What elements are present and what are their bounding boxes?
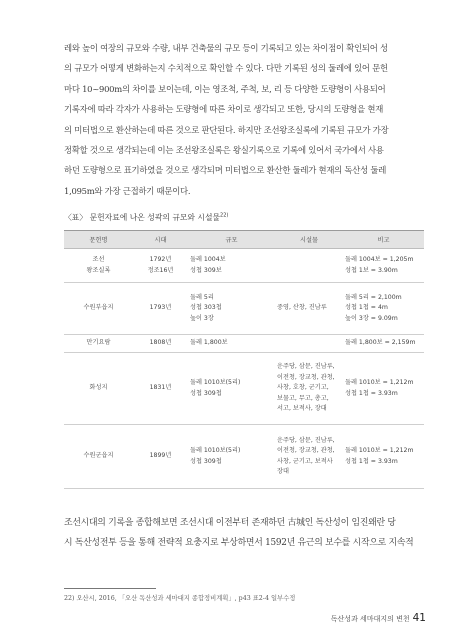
cell-document-name-line: 왕조실록 — [86, 266, 111, 274]
cell-era — [133, 283, 188, 335]
fortress-scale-table — [64, 230, 424, 489]
cell-document-name — [64, 249, 133, 283]
cell-document-name-line: 수원군읍지 — [83, 452, 114, 460]
table-header-row — [64, 231, 424, 249]
paragraph-line: 정확할 것으로 생각되는데 이는 조선왕조실록은 왕실기록으로 기록에 있어서 국가에서 사용 — [64, 145, 384, 156]
paragraph-line: 하던 도량형으로 표기하였을 것으로 생각되며 미터법으로 환산한 둘레가 현재의 독산성 둘레 — [64, 165, 387, 176]
cell-era-line: 1899년 — [149, 452, 172, 460]
table-row — [64, 249, 424, 283]
cell-era-line: 1808년 — [149, 339, 172, 347]
cell-document-name — [64, 425, 133, 489]
cell-note-line: 둘레 1004보 = 1,205m — [345, 256, 414, 263]
cell-scale-line: 높이 3장 — [190, 314, 214, 322]
cell-note-line: 성첩 1보 = 3.90m — [345, 266, 398, 274]
paragraph-line: 레와 높이 여장의 규모와 수량, 내부 건축물의 규모 등이 기록되고 있는 차이점이 확인되어 성 — [64, 43, 388, 53]
cell-scale-line: 둘레 5리 — [190, 293, 214, 301]
cell-scale-line: 둘레 1004보 — [190, 256, 226, 263]
cell-era — [133, 353, 188, 425]
cell-facilities-line: 이전청, 장교청, 관청, — [277, 447, 335, 454]
cell-note-line: 성첩 1첩 = 4m — [345, 304, 388, 312]
cell-note-line: 성첩 1첩 = 3.93m — [345, 457, 398, 465]
cell-note — [343, 425, 424, 489]
cell-facilities — [275, 249, 343, 283]
cell-note-line: 둘레 1010보 = 1,212m — [345, 447, 414, 454]
footnote: 22) 오산시, 2016, 「오산 독산성과 세마대지 종합정비계획」, p43 표2-4 일부수정 — [64, 595, 296, 602]
footnote-reference: 22) — [220, 212, 229, 219]
cell-scale-line: 둘레 1010보(5리) — [190, 447, 241, 454]
cell-era — [133, 425, 188, 489]
cell-scale — [188, 335, 275, 353]
cell-note-line: 둘레 1010보 = 1,212m — [345, 379, 414, 386]
paragraph-line: 기록자에 따라 각자가 사용하는 도량형에 따른 차이로 생각되고 또한, 당시의 도량형을 현재 — [64, 104, 384, 115]
cell-facilities-line: 서고, 보적사, 장대 — [277, 405, 327, 413]
body-paragraph-2 — [64, 513, 424, 554]
cell-document-name-line: 조선 — [92, 256, 105, 263]
cell-document-name-line: 수원부읍지 — [83, 304, 114, 312]
page-footer — [331, 612, 426, 624]
page-number: 41 — [412, 612, 426, 624]
table-row — [64, 353, 424, 425]
cell-facilities — [275, 353, 343, 425]
table-row — [64, 425, 424, 489]
paragraph-line: 시 독산성전투 등을 통해 전략적 요충지로 부상하면서 1592년 유근의 보수를 시작으로 지속적 — [64, 538, 414, 549]
cell-facilities-line: 보물고, 무고, 총고, — [277, 394, 329, 402]
cell-document-name — [64, 283, 133, 335]
cell-note-line: 성첩 1첩 = 3.93m — [345, 389, 398, 397]
header-era: 시대 — [133, 231, 188, 249]
table-row — [64, 283, 424, 335]
paragraph-line: 조선시대의 기록을 종합해보면 조선시대 이전부터 존재하던 古城인 독산성이 임진왜란 당 — [64, 518, 396, 528]
table-caption-text: 〈표〉 문헌자료에 나온 성곽의 규모와 시설물 — [64, 213, 221, 222]
cell-document-name — [64, 353, 133, 425]
table-caption — [64, 212, 228, 223]
cell-era-line: 1831년 — [149, 384, 172, 392]
cell-note-line: 높이 3장 = 9.09m — [345, 314, 398, 322]
cell-facilities-line: 중영, 산창, 진남루 — [277, 304, 327, 312]
cell-scale-line: 둘레 1010보(5리) — [190, 379, 241, 386]
header-facilities: 시설물 — [275, 231, 343, 249]
cell-facilities-line: 이전청, 장교청, 관청, — [277, 373, 335, 381]
cell-scale-line: 성첩 309보 — [190, 266, 222, 274]
header-scale: 규모 — [188, 231, 275, 249]
cell-facilities-line: 운주당, 삼문, 진남루, — [277, 363, 335, 371]
paragraph-line: 의 미터법으로 환산하는데 따른 것으로 판단된다. 하지만 조선왕조실록에 기록된 규모가 가장 — [64, 124, 389, 135]
cell-scale — [188, 353, 275, 425]
header-note: 비고 — [343, 231, 424, 249]
cell-facilities — [275, 425, 343, 489]
footnote-divider — [64, 588, 156, 589]
cell-note-line: 둘레 1,800보 = 2,159m — [345, 339, 416, 347]
cell-note — [343, 283, 424, 335]
cell-note — [343, 249, 424, 283]
cell-facilities — [275, 335, 343, 353]
cell-facilities-line: 운주당, 삼문, 진남루, — [277, 436, 335, 444]
cell-scale — [188, 249, 275, 283]
cell-facilities-line: 장대 — [277, 468, 289, 475]
cell-note-line: 둘레 5리 = 2,100m — [345, 293, 402, 301]
paragraph-line: 의 규모가 어떻게 변화하는지 수치적으로 확인할 수 있다. 다만 기록된 성의 둘레에 있어 문헌 — [64, 63, 388, 74]
cell-facilities — [275, 283, 343, 335]
cell-era-line: 정조16년 — [147, 266, 174, 274]
cell-note — [343, 335, 424, 353]
cell-document-name — [64, 335, 133, 353]
cell-era-line: 1792년 — [149, 256, 172, 263]
cell-era — [133, 249, 188, 283]
cell-scale — [188, 425, 275, 489]
cell-era — [133, 335, 188, 353]
cell-facilities-line: 사창, 호창, 군기고, — [277, 384, 329, 392]
cell-era-line: 1793년 — [149, 304, 172, 312]
cell-facilities-line: 사창, 군기고, 보적사 — [277, 457, 333, 465]
header-doc: 문헌명 — [64, 231, 133, 249]
cell-scale-line: 둘레 1,800보 — [190, 339, 228, 347]
table-row — [64, 335, 424, 353]
cell-scale-line: 성첩 309첩 — [190, 389, 222, 397]
cell-document-name-line: 만기요람 — [86, 339, 111, 347]
cell-note — [343, 353, 424, 425]
cell-scale-line: 성첩 309첩 — [190, 457, 222, 465]
cell-scale-line: 성첩 303첩 — [190, 304, 222, 312]
cell-scale — [188, 283, 275, 335]
paragraph-line: 마다 10~900m의 차이를 보이는데, 이는 영조척, 주척, 보, 리 등 다양한 도량형이 사용되어 — [64, 83, 386, 94]
cell-document-name-line: 화성지 — [89, 384, 108, 392]
paragraph-line: 1,095m와 가장 근접하기 때문이다. — [64, 185, 191, 196]
running-title: 독산성과 세마대지의 변천 — [330, 615, 410, 623]
body-paragraph-1 — [64, 38, 424, 201]
